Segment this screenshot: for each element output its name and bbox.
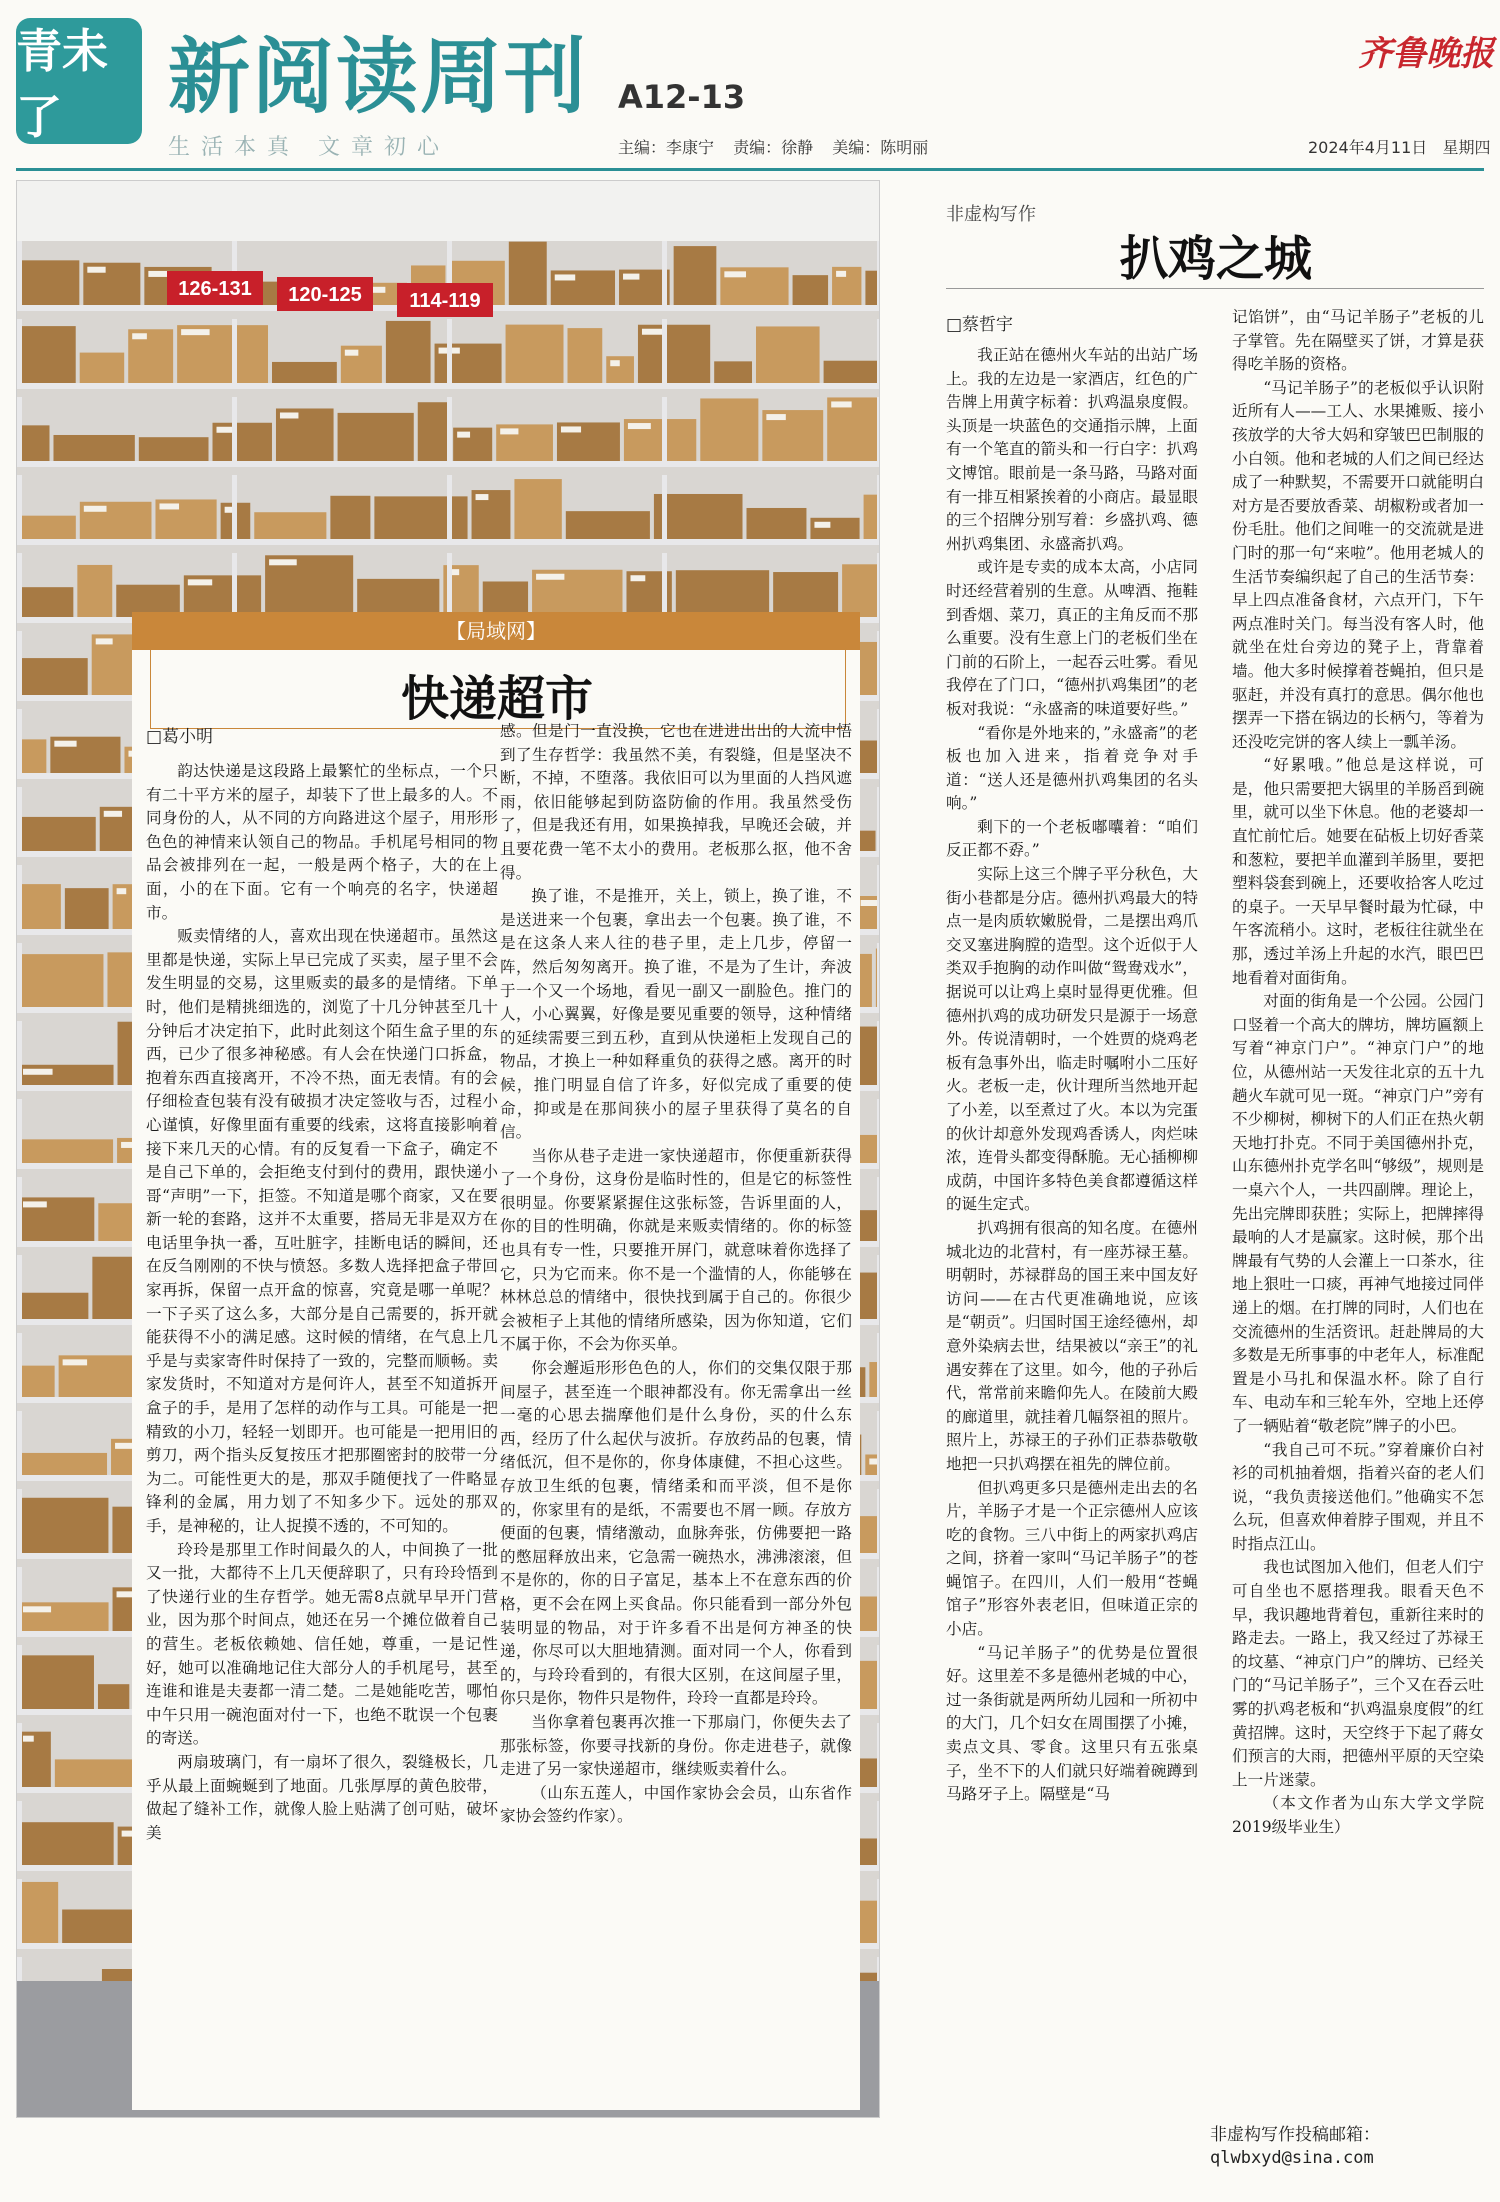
issue-weekday: 星期四: [1442, 138, 1491, 157]
parcel-box: [674, 246, 717, 305]
parcel-box: [19, 1139, 113, 1163]
paragraph: 扒鸡拥有很高的知名度。在德州城北边的北营村，有一座苏禄王墓。明朝时，苏禄群岛的国王来中国友好访问——在古代更准确地说，应该是“朝贡”。归国时国王途经德州，却意外染病去世，结果被以“亲王”的礼遇安葬在了这里。如今，他的子孙后代，常常前来瞻仰先人。在陵前大殿的廊道里，就挂着几幅祭祖的照片。照片上，苏禄王的子孙们正恭恭敬敬地把一只扒鸡摆在祖先的牌位前。: [946, 1218, 1198, 1473]
paragraph: 实际上这三个牌子平分秋色，大街小巷都是分店。德州扒鸡最大的特点一是肉质软嫩脱骨，二是摆出鸡爪交叉塞进胸膛的造型。这个近似于人类双手抱胸的动作叫做“鸳鸯戏水”，据说可以让鸡上桌时显得更优雅。但德州扒鸡的成功研发只是源于一场意外。传说清朝时，一个姓贾的烧鸡老板有急事外出，临走时嘱咐小二压好火。老板一走，伙计理所当然地开起了小差，以至煮过了火。本以为完蛋的伙计却意外发现鸡香诱人，肉烂味浓，连骨头都变得酥脆。无心插柳柳成荫，中国许多特色美食都遵循这样的诞生定式。: [946, 865, 1198, 1214]
right-article-column-1: [946, 344, 1198, 2104]
newspaper-section-logo: 青未了: [16, 18, 142, 144]
parcel-box: [567, 328, 602, 383]
parcel-box: [19, 587, 73, 617]
paragraph: “马记羊肠子”的优势是位置很好。这里差不多是德州老城的中心，过一条街就是两所幼儿园和一所初中的大门，几个妇女在周围摆了小摊，卖点文具、零食。这里只有五张桌子，坐不下的人们就只好端着碗蹲到马路牙子上。隔壁是“马: [946, 1643, 1198, 1804]
paragraph: 你会邂逅形形色色的人，你们的交集仅限于那间屋子，甚至连一个眼神都没有。你无需拿出一丝一毫的心思去揣摩他们是什么身份，买的什么东西，经历了什么起伏与波折。存放药品的包裹，情绪低沉，但不是你的，你身体康健，不担心这些。存放卫生纸的包裹，情绪柔和而平淡，但不是你的，你家里有的是纸，不需要也不屑一顾。存放方便面的包裹，情绪激动，血脉奔张，仿佛要把一路的憋屈释放出来，它急需一碗热水，沸沸滚滚，但不是你的，你的日子富足，基本上不在意东西的价格，更不会在网上买食品。你只能看到一部分外包装明显的物品，对于许多看不出是何方神圣的快递，你尽可以大胆地猜测。面对同一个人，你看到的，与玲玲看到的，有很大区别，在这间屋子里，你只是你，物件只是物件，玲玲一直都是玲玲。: [500, 1359, 852, 1708]
parcel-box: [509, 242, 547, 305]
shelf-number-label: 120-125: [288, 284, 362, 306]
parcel-box: [19, 739, 46, 773]
parcel-box: [506, 325, 564, 383]
paragraph: 我也试图加入他们，但老人们宁可自坐也不愿搭理我。眼看天色不早，我识趣地背着包，重新往来时的路走去。一路上，我又经过了苏禄王的坟墓、“神京门户”的牌坊、已经关门的“马记羊肠子”，三个又在吞云吐雾的扒鸡老板和“扒鸡温泉度假”的红黄招牌。这时，天空终于下起了蔣女们预言的大雨，把德州平原的天空染上一片迷蒙。: [1232, 1558, 1484, 1789]
parcel-box: [793, 275, 829, 305]
paragraph: 感。但是门一直没换，它也在进进出出的人流中悟到了生存哲学：我虽然不美，有裂缝，但是坚决不断，不掉，不堕落。我依旧可以为里面的人挡风遮雨，依旧能够起到防盗防偷的作用。我虽然受伤了，但是我还有用，如果换掉我，早晚还会破，并且要花费一笔不太小的费用。老板那么抠，他不舍得。: [500, 722, 852, 882]
parcel-box: [865, 1454, 879, 1475]
right-article-category: 非虚构写作: [946, 204, 1036, 225]
parcel-box: [254, 512, 326, 539]
parcel-box: [19, 1498, 108, 1553]
section-title: 新阅读周刊: [168, 29, 589, 125]
parcel-box: [19, 1882, 58, 1943]
parcel-box: [62, 1909, 139, 1943]
parcel-box: [330, 496, 370, 539]
parcel-box: [19, 516, 76, 539]
section-slogan: 生活本真 文章初心: [168, 135, 450, 160]
paragraph: 对面的街角是一个公园。公园门口竖着一个高大的牌坊，牌坊匾额上写着“神京门户”。“神京门户”的地位，从德州站一天发往北京的五十九趟火车就可见一斑。“神京门户”旁有不少柳树，柳树下的人们正在热火朝天地打扑克。不同于美国德州扑克，山东德州扑克学名叫“够级”，规则是一桌六个人，一共四副牌。理论上，先出完牌即获胜；实际上，把牌摔得最响的人才是赢家。这时候，那个出牌最有气势的人会灌上一口茶水，往地上狠吐一口痰，再神气地接过同伴递上的烟。在打牌的同时，人们也在交流德州的生活资讯。赶赴牌局的大多数是无所事事的中老年人，标准配置是小马扎和保温水杯。除了自行车、电动车和三轮车外，空地上还停了一辆贴着“敬老院”牌子的小巴。: [1232, 992, 1484, 1435]
masthead-rule: [16, 168, 1484, 171]
paragraph: 当你从巷子走进一家快递超市，你便重新获得了一个身份，这身份是临时性的，但是它的标签性很明显。你要紧紧握住这张标签，告诉里面的人，你的目的性明确，你就是来贩卖情绪的。你的标签也具有专一性，只要推开屏门，就意味着你选择了它，只为它而来。你不是一个滥情的人，你能够在林林总总的情绪中，很快找到属于自己的。你很少会被柜子上其他的情绪所感染，因为你知道，它们不属于你，不会为你买单。: [500, 1146, 852, 1354]
parcel-box: [857, 1758, 879, 1787]
parcel-box: [756, 326, 820, 383]
paragraph: 换了谁，不是推开，关上，锁上，换了谁，不是送进来一个包裹，拿出去一个包裹。换了谁，不是在这条人来人往的巷子里，走上几步，停留一阵，然后匆匆离开。换了谁，不是为了生计，奔波于一个又一个场地，看见一副又一副脸色。推门的人，小心翼翼，好像是要见重要的领导，这种情绪的延续需要三到五秒，直到从快递柜上发现自己的物品，才换上一种如释重负的获得之感。离开的时候，推门明显自信了许多，好似完成了重要的使命，抑或是在那间狭小的屋子里获得了莫名的自信。: [500, 887, 852, 1142]
parcel-box: [654, 494, 743, 539]
parcel-box: [714, 361, 752, 383]
submission-label: 非虚构写作投稿邮箱：: [1210, 2125, 1380, 2145]
parcel-box: [700, 398, 758, 461]
paragraph: 但扒鸡更多只是德州走出去的名片，羊肠子才是一个正宗德州人应该吃的食物。三八中街上的两家扒鸡店之间，挤着一家叫“马记羊肠子”的苍蝇馆子。在四川，人们一般用“苍蝇馆子”形容外表老旧，但味道正宗的小店。: [946, 1478, 1198, 1639]
parcel-box: [53, 435, 134, 461]
parcel-box: [19, 260, 79, 305]
paragraph: 剩下的一个老板嘟囔着：“咱们反正都不孬。”: [946, 817, 1198, 860]
paragraph: 我正站在德州火车站的出站广场上。我的左边是一家酒店，红色的广告牌上用黄字标着：扒鸡温泉度假。头顶是一块蓝色的交通指示牌，上面有一个笔直的箭头和一行白字：扒鸡文博馆。眼前是一条马路，马路对面有一排互相紧挨着的小商店。最显眼的三个招牌分别写着：乡盛扒鸡、德州扒鸡集团、永盛斋扒鸡。: [946, 346, 1198, 553]
left-article-column-2: [500, 720, 852, 2092]
parcel-box: [810, 518, 859, 539]
parcel-box: [824, 361, 879, 383]
parcel-box: [272, 362, 337, 383]
author-note: （山东五莲人，中国作家协会会员，山东省作家协会签约作家）。: [500, 1783, 852, 1826]
paragraph: 贩卖情绪的人，喜欢出现在快递超市。虽然这里都是快递，实际上早已完成了买卖，屋子里不会发生明显的交易，这里贩卖的最多的是情绪。下单时，他们是精挑细选的，浏览了十几分钟甚至几十分钟后才决定拍下，此时此刻这个陌生盒子里的东西，已少了很多神秘感。有人会在快递门口拆盒，抱着东西直接离开，不冷不热，面无表情。有的会仔细检查包装有没有破损才决定签收与否，过程小心谨慎，好像里面有重要的线索，这将直接影响着接下来几天的心情。有的反复看一下盒子，确定不是自己下单的，会拒绝支付到付的费用，跟快递小哥“声明”一下，拒签。不知道是哪个商家，又在要新一轮的套路，这并不太重要，搭局无非是双方在电话里争执一番，互吐脏字，挂断电话的瞬间，还在反刍刚刚的不快与愤怒。多数人选择把盒子带回家再拆，保留一点开盒的惊喜，究竟是哪一单呢？一下子买了这么多，大部分是自己需要的，拆开就能获得不小的满足感。这时候的情绪，在气息上几乎是与卖家寄件时保持了一致的，完整而顺畅。卖家发货时，不知道对方是何许人，甚至不知道拆开盒子的手，是用了怎样的动作与工具。可能是一把精致的小刀，轻轻一划即开。也可能是一把用旧的剪刀，两个指头反复按压才把那圈密封的胶带一分为二。可能性更大的是，那双手随便找了一件略显锋利的金属，用力划了不知多少下。远处的那双手，是神秘的，让人捉摸不透的，不可知的。: [146, 927, 498, 1535]
parcel-box: [374, 496, 467, 539]
author-note: （本文作者为山东大学文学院2019级毕业生）: [1232, 1794, 1484, 1836]
left-article-column-1: [146, 760, 498, 2100]
right-article-title: 扒鸡之城: [1119, 231, 1312, 287]
paragraph: “好累哦。”他总是这样说，可是，他只需要把大锅里的羊肠舀到碗里，就可以坐下休息。他的老婆却一直忙前忙后。她要在砧板上切好香菜和葱粒，要把羊血灌到羊肠里，要把塑料袋套到碗上，还要收拾客人吃过的桌子。一天早早餐时最为忙碌，中午客流稍小。这时，老板往往就坐在那，透过羊汤上升起的水汽，眼巴巴地看着对面街角。: [1232, 756, 1484, 987]
paragraph: “我自己可不玩。”穿着廉价白衬衫的司机抽着烟，指着兴奋的老人们说，“我负责接送他们。”他确实不怎么玩，但喜欢伸着脖子围观，并且不时指点江山。: [1232, 1440, 1484, 1553]
parcel-box: [566, 511, 650, 539]
parcel-box: [55, 1759, 133, 1787]
newspaper-brand: 齐鲁晚报: [1358, 34, 1494, 74]
parcel-box: [19, 1655, 94, 1709]
parcel-box: [338, 413, 414, 461]
right-article-column-2: [1232, 306, 1484, 2106]
parcel-box: [19, 817, 96, 851]
parcel-box: [418, 402, 449, 461]
shelf-number-label: 126-131: [178, 278, 252, 300]
chief-editor: 主编：李康宁: [618, 138, 715, 157]
parcel-box: [865, 271, 879, 305]
parcel-box: [386, 321, 431, 383]
submission-email[interactable]: qlwbxyd@sina.com: [1210, 2148, 1374, 2168]
parcel-box: [747, 508, 807, 539]
parcel-box: [19, 425, 49, 461]
parcel-box: [19, 1822, 114, 1865]
left-article-author: □葛小明: [146, 727, 214, 747]
parcel-box: [139, 437, 209, 461]
paragraph: “看你是外地来的，”永盛斋”的老板也加入进来，指着竞争对手道：“送人还是德州扒鸡集团的名头响。”: [946, 723, 1198, 813]
editor-credits: [618, 135, 942, 158]
left-article-title: 快递超市: [400, 671, 593, 727]
art-editor: 美编：陈明丽: [832, 138, 929, 157]
parcel-box: [19, 1366, 55, 1397]
issue-date: 2024年4月11日: [1308, 138, 1428, 157]
paragraph: “马记羊肠子”的老板似乎认识附近所有人——工人、水果摊贩、接小孩放学的大爷大妈和穿皱巴巴制服的小白领。他和老城的人们之间已经达成了一种默契，不需要开口就能明白对方是否要放香菜、胡椒粉或者加一份毛肚。他们之间唯一的交流就是进门时的那一句“来啦”。他用老城人的生活节奏编织起了自己的生活节奏：早上四点准备食材，六点开门，下午两点准时关门。每当没有客人时，他就坐在灶台旁边的凳子上，背靠着墙。他大多时候撑着苍蝇拍，但只是驱赶，并没有真打的意思。偶尔他也摆弄一下搭在锅边的长柄勺，等着为还没吃完饼的客人续上一瓢羊汤。: [1232, 378, 1484, 751]
parcel-box: [65, 888, 109, 929]
parcel-box: [19, 658, 88, 695]
paragraph: 当你拿着包裹再次推一下那扇门，你便失去了那张标签，你要寻找新的身份。你走进巷子，就像走进了另一家快递超市，继续贩卖着什么。: [500, 1712, 852, 1779]
parcel-box: [773, 572, 838, 617]
column-tag: 【局域网】: [132, 612, 860, 650]
parcel-box: [19, 1065, 114, 1085]
parcel-box: [19, 1453, 107, 1475]
paragraph: 或许是专卖的成本太高，小店同时还经营着别的生意。从啤酒、拖鞋到香烟、菜刀，真正的主角反而不那么重要。没有生意上门的老板们坐在门前的石阶上，一起吞云吐雾。看见我停在了门口，“德州扒鸡集团”的老板对我说：“永盛斋的味道要好些。”: [946, 558, 1198, 718]
parcel-box: [514, 479, 561, 539]
paragraph: 两扇玻璃门，有一扇坏了很久，裂缝极长，几乎从最上面蜿蜒到了地面。几张厚厚的黄色胶带，做起了缝补工作，就像人脸上贴满了创可贴，破坏美: [146, 1752, 498, 1842]
title-rule: [946, 288, 1484, 289]
page-numbers: A12-13: [618, 78, 746, 116]
parcel-box: [19, 884, 61, 929]
paragraph: 韵达快递是这段路上最繁忙的坐标点，一个只有二十平方米的屋子，却装下了世上最多的人。不同身份的人，从不同的方向路进这个屋子，用形形色色的神情来认领自己的物品。手机尾号相同的物品会被排列在一起，一般是两个格子，大的在上面，小的在下面。它有一个响亮的名字，快递超市。: [146, 762, 498, 922]
parcel-box: [842, 564, 879, 617]
parcel-box: [864, 495, 879, 539]
parcel-box: [859, 1027, 879, 1085]
parcel-box: [77, 565, 112, 617]
parcel-box: [80, 353, 124, 383]
parcel-box: [92, 1257, 137, 1319]
paragraph: 记馅饼”，由“马记羊肠子”老板的儿子掌管。先在隔壁买了饼，才算是获得吃羊肠的资格。: [1232, 308, 1484, 374]
dateline: [1308, 135, 1491, 158]
parcel-box: [98, 1684, 129, 1709]
duty-editor: 责编：徐静: [733, 138, 814, 157]
right-article-author: □蔡哲宇: [946, 315, 1014, 335]
paragraph: 玲玲是那里工作时间最久的人，中间换了一批又一批，大都待不上几天便辞职了，只有玲玲悟到了快递行业的生存哲学。她无需8点就早早开门营业，因为那个时间点，她还在另一个摊位做着自己的营生。老板依赖她、信任她，尊重，一是记性好，她可以准确地记住大部分人的手机尾号，甚至连谁和谁是夫妻都一清二楚。二是她能吃苦，哪怕中午只用一碗泡面对付一下，也绝不耽误一个包裹的寄送。: [146, 1540, 498, 1748]
parcel-box: [19, 326, 76, 383]
parcel-box: [676, 570, 769, 617]
parcel-box: [19, 1293, 88, 1319]
shelf-number-label: 114-119: [409, 290, 481, 312]
parcel-box: [19, 954, 103, 1007]
